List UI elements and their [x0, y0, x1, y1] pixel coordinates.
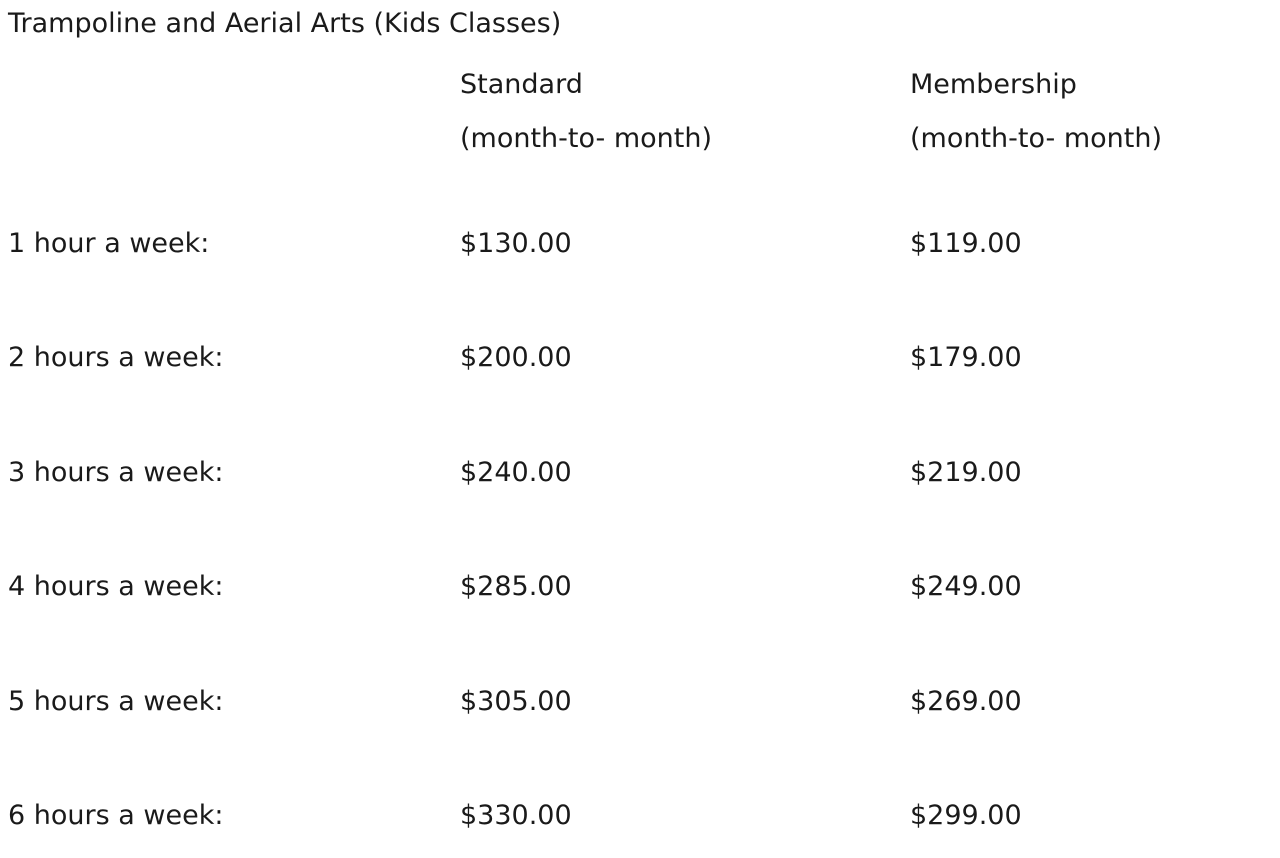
column-header-membership-term: (month-to- month) [910, 123, 1163, 154]
price-row [0, 796, 1280, 836]
row-label: 3 hours a week: [8, 457, 224, 488]
standard-price: $285.00 [460, 571, 572, 602]
standard-price: $200.00 [460, 342, 572, 373]
column-header-membership-name: Membership [910, 69, 1077, 100]
row-label: 4 hours a week: [8, 571, 224, 602]
column-header-standard-name: Standard [460, 69, 583, 100]
row-label: 2 hours a week: [8, 342, 224, 373]
price-row [0, 682, 1280, 722]
membership-price: $269.00 [910, 686, 1022, 717]
membership-price: $119.00 [910, 228, 1022, 259]
price-row [0, 453, 1280, 493]
price-row [0, 567, 1280, 607]
page-title: Trampoline and Aerial Arts (Kids Classes) [8, 8, 562, 39]
column-header-standard-term: (month-to- month) [460, 123, 713, 154]
standard-price: $240.00 [460, 457, 572, 488]
row-label: 5 hours a week: [8, 686, 224, 717]
membership-price: $299.00 [910, 800, 1022, 831]
membership-price: $179.00 [910, 342, 1022, 373]
column-header-standard [460, 58, 712, 166]
price-row [0, 224, 1280, 264]
price-row [0, 338, 1280, 378]
column-header-membership [910, 58, 1162, 166]
membership-price: $249.00 [910, 571, 1022, 602]
row-label: 6 hours a week: [8, 800, 224, 831]
standard-price: $305.00 [460, 686, 572, 717]
membership-price: $219.00 [910, 457, 1022, 488]
row-label: 1 hour a week: [8, 228, 210, 259]
standard-price: $130.00 [460, 228, 572, 259]
standard-price: $330.00 [460, 800, 572, 831]
